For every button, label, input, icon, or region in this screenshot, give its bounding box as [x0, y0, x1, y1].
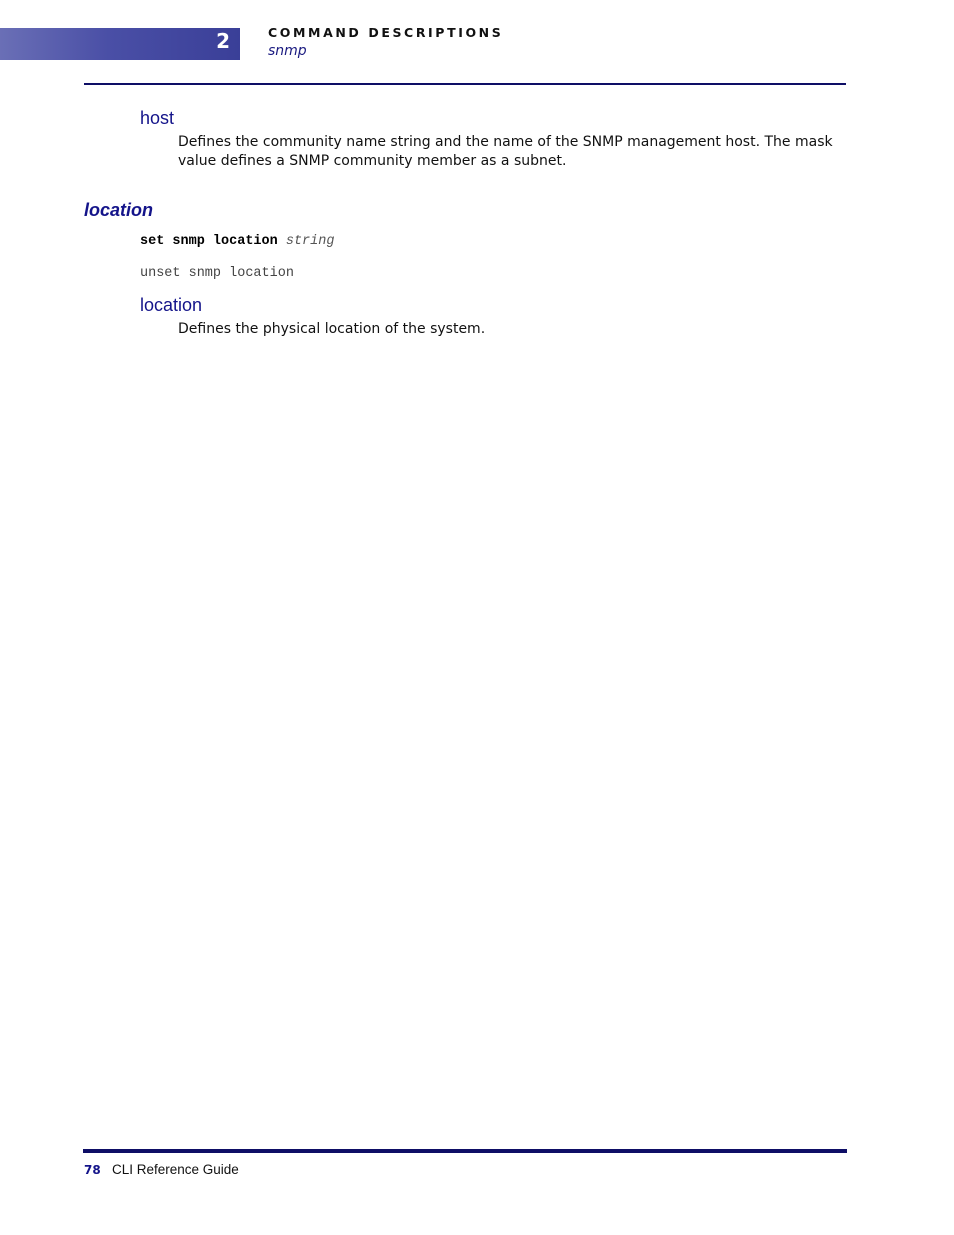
chapter-number: 2	[216, 29, 230, 53]
chapter-tab	[0, 28, 240, 60]
section-title: COMMAND DESCRIPTIONS	[268, 25, 504, 40]
location-description: Defines the physical location of the system.	[178, 321, 486, 337]
set-syntax-argument: string	[285, 234, 335, 249]
guide-title: CLI Reference Guide	[112, 1162, 239, 1177]
footer-divider	[83, 1149, 847, 1153]
unset-syntax-line: unset snmp location	[140, 266, 294, 281]
set-syntax-line	[140, 234, 334, 249]
header-divider	[84, 83, 846, 85]
subsection-title: snmp	[268, 43, 307, 59]
host-description: Defines the community name string and the name of the SNMP management host. The mask value defines a SNMP community member as a subnet.	[178, 134, 833, 169]
location-heading: location	[140, 295, 203, 315]
host-heading: host	[140, 108, 175, 128]
set-syntax-keyword: set snmp location	[140, 234, 278, 249]
page-number: 78	[84, 1163, 101, 1177]
location-command-heading: location	[84, 200, 154, 220]
